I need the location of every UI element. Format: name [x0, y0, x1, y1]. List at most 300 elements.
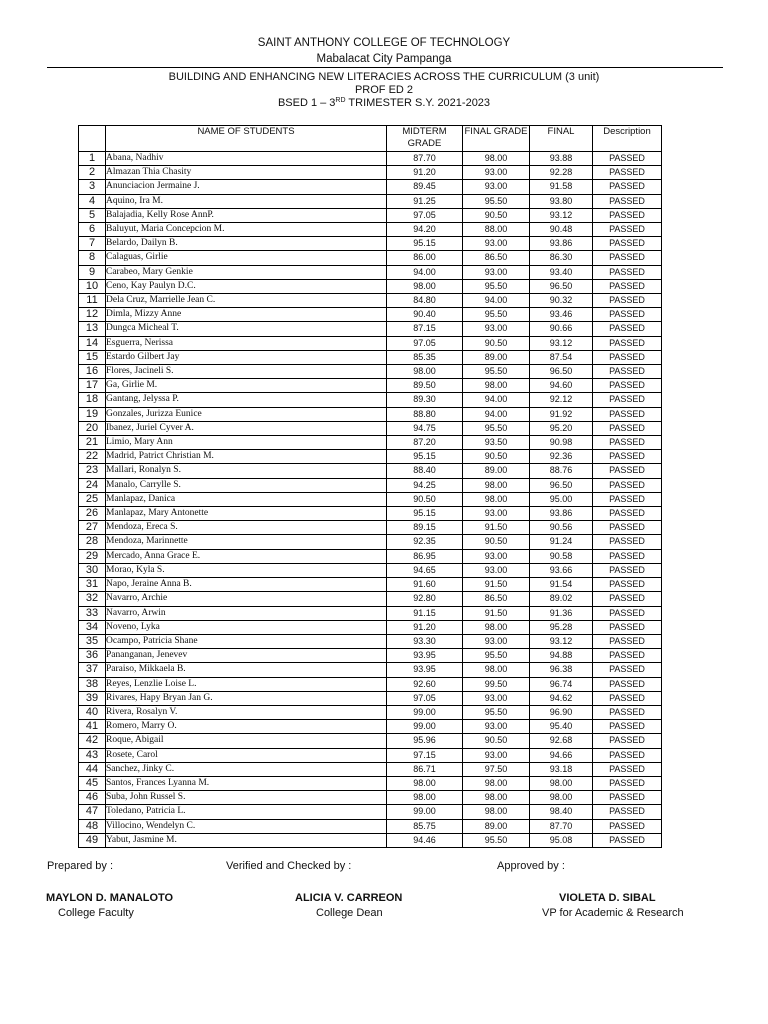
student-name: Balajadia, Kelly Rose AnnP.	[106, 208, 387, 222]
student-name: Suba, John Russel S.	[106, 791, 387, 805]
description: PASSED	[593, 549, 662, 563]
row-number: 4	[79, 194, 106, 208]
final-grade: 90.98	[530, 436, 593, 450]
student-name: Dela Cruz, Marrielle Jean C.	[106, 294, 387, 308]
final-term-grade: 98.00	[463, 620, 530, 634]
description: PASSED	[593, 223, 662, 237]
prepared-by-title: College Faculty	[58, 907, 134, 919]
student-name: Mendoza, Marinnette	[106, 535, 387, 549]
row-number: 10	[79, 279, 106, 293]
table-row	[79, 776, 662, 790]
description: PASSED	[593, 634, 662, 648]
final-term-grade: 98.00	[463, 478, 530, 492]
midterm-grade: 94.75	[387, 421, 463, 435]
midterm-grade: 90.50	[387, 492, 463, 506]
midterm-grade: 99.00	[387, 805, 463, 819]
student-name: Ibanez, Juriel Cyver A.	[106, 421, 387, 435]
final-grade: 90.32	[530, 294, 593, 308]
description: PASSED	[593, 762, 662, 776]
midterm-grade: 97.15	[387, 748, 463, 762]
final-grade: 89.02	[530, 592, 593, 606]
description: PASSED	[593, 592, 662, 606]
midterm-grade: 91.20	[387, 166, 463, 180]
final-grade: 90.66	[530, 322, 593, 336]
student-name: Rosete, Carol	[106, 748, 387, 762]
term-prefix: BSED 1 – 3	[277, 97, 336, 109]
description: PASSED	[593, 776, 662, 790]
final-grade: 93.18	[530, 762, 593, 776]
final-grade: 95.00	[530, 492, 593, 506]
row-number: 13	[79, 322, 106, 336]
final-grade: 95.28	[530, 620, 593, 634]
midterm-grade: 93.30	[387, 634, 463, 648]
final-grade: 96.38	[530, 663, 593, 677]
midterm-grade: 84.80	[387, 294, 463, 308]
description: PASSED	[593, 407, 662, 421]
final-term-grade: 90.50	[463, 734, 530, 748]
table-row	[79, 734, 662, 748]
midterm-grade: 86.71	[387, 762, 463, 776]
final-grade: 92.12	[530, 393, 593, 407]
final-grade: 92.28	[530, 166, 593, 180]
midterm-grade: 88.40	[387, 464, 463, 478]
description: PASSED	[593, 180, 662, 194]
table-row	[79, 152, 662, 166]
term-superscript: RD	[335, 97, 346, 104]
final-grade: 96.50	[530, 279, 593, 293]
table-row	[79, 606, 662, 620]
midterm-grade: 92.60	[387, 677, 463, 691]
midterm-grade: 98.00	[387, 365, 463, 379]
student-name: Sanchez, Jinky C.	[106, 762, 387, 776]
student-name: Romero, Marry O.	[106, 720, 387, 734]
midterm-grade: 95.15	[387, 237, 463, 251]
midterm-grade: 87.70	[387, 152, 463, 166]
final-grade: 94.88	[530, 649, 593, 663]
table-row	[79, 521, 662, 535]
description: PASSED	[593, 748, 662, 762]
row-number: 7	[79, 237, 106, 251]
description: PASSED	[593, 322, 662, 336]
student-name: Anunciacion Jermaine J.	[106, 180, 387, 194]
table-row	[79, 421, 662, 435]
final-term-grade: 89.00	[463, 464, 530, 478]
description: PASSED	[593, 805, 662, 819]
row-number: 19	[79, 407, 106, 421]
description: PASSED	[593, 578, 662, 592]
description: PASSED	[593, 478, 662, 492]
final-grade: 95.20	[530, 421, 593, 435]
approved-by-title: VP for Academic & Research	[542, 907, 684, 919]
course-title: BUILDING AND ENHANCING NEW LITERACIES ACROSS THE CURRICULUM (3 unit)	[168, 71, 600, 83]
table-row	[79, 407, 662, 421]
table-row	[79, 294, 662, 308]
student-name: Dungca Micheal T.	[106, 322, 387, 336]
row-number: 15	[79, 350, 106, 364]
final-grade: 98.00	[530, 791, 593, 805]
final-term-grade: 98.00	[463, 791, 530, 805]
final-grade: 98.00	[530, 776, 593, 790]
midterm-grade: 89.45	[387, 180, 463, 194]
student-name: Navarro, Archie	[106, 592, 387, 606]
table-row	[79, 592, 662, 606]
student-name: Madrid, Patrict Christian M.	[106, 450, 387, 464]
row-number: 8	[79, 251, 106, 265]
student-name: Yabut, Jasmine M.	[106, 833, 387, 847]
final-term-grade: 95.50	[463, 421, 530, 435]
student-name: Calaguas, Girlie	[106, 251, 387, 265]
row-number: 28	[79, 535, 106, 549]
row-number: 36	[79, 649, 106, 663]
description: PASSED	[593, 649, 662, 663]
description: PASSED	[593, 663, 662, 677]
description: PASSED	[593, 265, 662, 279]
table-row	[79, 492, 662, 506]
final-term-grade: 89.00	[463, 819, 530, 833]
row-number: 27	[79, 521, 106, 535]
table-row	[79, 748, 662, 762]
midterm-grade: 94.46	[387, 833, 463, 847]
description: PASSED	[593, 535, 662, 549]
final-grade: 91.36	[530, 606, 593, 620]
final-grade: 87.70	[530, 819, 593, 833]
final-term-grade: 93.00	[463, 507, 530, 521]
final-term-grade: 94.00	[463, 294, 530, 308]
midterm-grade: 99.00	[387, 705, 463, 719]
final-term-grade: 93.00	[463, 265, 530, 279]
final-term-grade: 95.50	[463, 365, 530, 379]
row-number: 16	[79, 365, 106, 379]
midterm-grade: 98.00	[387, 791, 463, 805]
table-row	[79, 677, 662, 691]
table-row	[79, 705, 662, 719]
header-divider	[47, 67, 723, 68]
col-header-final: FINAL	[530, 126, 593, 152]
col-header-description: Description	[593, 126, 662, 152]
col-header-number	[79, 126, 106, 152]
final-term-grade: 93.50	[463, 436, 530, 450]
subject-code: PROF ED 2	[354, 84, 414, 96]
final-term-grade: 98.00	[463, 663, 530, 677]
student-name: Morao, Kyla S.	[106, 563, 387, 577]
student-name: Mendoza, Ereca S.	[106, 521, 387, 535]
table-row	[79, 308, 662, 322]
col-header-midterm: MIDTERM GRADE	[387, 126, 463, 152]
row-number: 37	[79, 663, 106, 677]
row-number: 1	[79, 152, 106, 166]
final-grade: 93.66	[530, 563, 593, 577]
table-row	[79, 223, 662, 237]
table-row	[79, 265, 662, 279]
final-term-grade: 90.50	[463, 208, 530, 222]
table-row	[79, 663, 662, 677]
description: PASSED	[593, 521, 662, 535]
table-row	[79, 194, 662, 208]
table-row	[79, 436, 662, 450]
final-term-grade: 98.00	[463, 492, 530, 506]
midterm-grade: 94.00	[387, 265, 463, 279]
midterm-grade: 94.65	[387, 563, 463, 577]
row-number: 46	[79, 791, 106, 805]
final-term-grade: 86.50	[463, 592, 530, 606]
table-row	[79, 464, 662, 478]
row-number: 45	[79, 776, 106, 790]
term-line	[0, 97, 768, 109]
student-name: Toledano, Patricia L.	[106, 805, 387, 819]
description: PASSED	[593, 450, 662, 464]
student-name: Esguerra, Nerissa	[106, 336, 387, 350]
midterm-grade: 86.95	[387, 549, 463, 563]
final-grade: 93.86	[530, 507, 593, 521]
midterm-grade: 91.25	[387, 194, 463, 208]
midterm-grade: 89.50	[387, 379, 463, 393]
description: PASSED	[593, 436, 662, 450]
row-number: 44	[79, 762, 106, 776]
midterm-grade: 98.00	[387, 776, 463, 790]
table-row	[79, 208, 662, 222]
row-number: 41	[79, 720, 106, 734]
verified-by-name: ALICIA V. CARREON	[295, 892, 403, 904]
col-header-final-grade: FINAL GRADE	[463, 126, 530, 152]
final-grade: 93.88	[530, 152, 593, 166]
description: PASSED	[593, 237, 662, 251]
table-row	[79, 180, 662, 194]
midterm-grade: 86.00	[387, 251, 463, 265]
description: PASSED	[593, 152, 662, 166]
final-term-grade: 93.00	[463, 237, 530, 251]
table-row	[79, 578, 662, 592]
final-grade: 93.86	[530, 237, 593, 251]
table-row	[79, 478, 662, 492]
midterm-grade: 89.15	[387, 521, 463, 535]
final-grade: 94.62	[530, 691, 593, 705]
student-name: Villocino, Wendelyn C.	[106, 819, 387, 833]
final-term-grade: 99.50	[463, 677, 530, 691]
final-grade: 95.40	[530, 720, 593, 734]
prepared-by-label: Prepared by :	[47, 860, 114, 872]
row-number: 14	[79, 336, 106, 350]
final-grade: 93.12	[530, 336, 593, 350]
final-term-grade: 98.00	[463, 152, 530, 166]
student-name: Mercado, Anna Grace E.	[106, 549, 387, 563]
student-name: Ceno, Kay Paulyn D.C.	[106, 279, 387, 293]
final-term-grade: 93.00	[463, 322, 530, 336]
final-term-grade: 95.50	[463, 705, 530, 719]
description: PASSED	[593, 379, 662, 393]
final-grade: 90.58	[530, 549, 593, 563]
verified-by-title: College Dean	[316, 907, 383, 919]
midterm-grade: 98.00	[387, 279, 463, 293]
row-number: 48	[79, 819, 106, 833]
student-name: Dimla, Mizzy Anne	[106, 308, 387, 322]
term-suffix: TRIMESTER S.Y. 2021-2023	[345, 97, 491, 109]
school-name: SAINT ANTHONY COLLEGE OF TECHNOLOGY	[257, 37, 511, 49]
description: PASSED	[593, 677, 662, 691]
row-number: 12	[79, 308, 106, 322]
final-grade: 87.54	[530, 350, 593, 364]
description: PASSED	[593, 194, 662, 208]
row-number: 18	[79, 393, 106, 407]
description: PASSED	[593, 791, 662, 805]
row-number: 5	[79, 208, 106, 222]
final-grade: 91.92	[530, 407, 593, 421]
row-number: 24	[79, 478, 106, 492]
student-name: Manalo, Carrylle S.	[106, 478, 387, 492]
student-name: Ocampo, Patricia Shane	[106, 634, 387, 648]
table-row	[79, 166, 662, 180]
row-number: 9	[79, 265, 106, 279]
row-number: 40	[79, 705, 106, 719]
student-name: Manlapaz, Danica	[106, 492, 387, 506]
table-row	[79, 819, 662, 833]
final-term-grade: 93.00	[463, 549, 530, 563]
final-grade: 96.50	[530, 478, 593, 492]
description: PASSED	[593, 720, 662, 734]
final-grade: 95.08	[530, 833, 593, 847]
student-name: Belardo, Dailyn B.	[106, 237, 387, 251]
description: PASSED	[593, 833, 662, 847]
midterm-grade: 97.05	[387, 208, 463, 222]
description: PASSED	[593, 734, 662, 748]
student-name: Santos, Frances Lyanna M.	[106, 776, 387, 790]
midterm-grade: 94.25	[387, 478, 463, 492]
final-term-grade: 93.00	[463, 720, 530, 734]
student-name: Manlapaz, Mary Antonette	[106, 507, 387, 521]
final-term-grade: 90.50	[463, 336, 530, 350]
final-grade: 90.56	[530, 521, 593, 535]
description: PASSED	[593, 294, 662, 308]
table-row	[79, 563, 662, 577]
midterm-grade: 95.15	[387, 507, 463, 521]
final-grade: 88.76	[530, 464, 593, 478]
row-number: 47	[79, 805, 106, 819]
row-number: 33	[79, 606, 106, 620]
row-number: 11	[79, 294, 106, 308]
student-name: Reyes, Lenzlie Loise L.	[106, 677, 387, 691]
row-number: 29	[79, 549, 106, 563]
table-row	[79, 322, 662, 336]
midterm-grade: 89.30	[387, 393, 463, 407]
midterm-grade: 87.20	[387, 436, 463, 450]
description: PASSED	[593, 308, 662, 322]
student-name: Baluyut, Maria Concepcion M.	[106, 223, 387, 237]
student-name: Rivares, Hapy Bryan Jan G.	[106, 691, 387, 705]
final-grade: 91.54	[530, 578, 593, 592]
final-grade: 94.66	[530, 748, 593, 762]
row-number: 20	[79, 421, 106, 435]
final-term-grade: 90.50	[463, 535, 530, 549]
description: PASSED	[593, 208, 662, 222]
midterm-grade: 87.15	[387, 322, 463, 336]
table-row	[79, 450, 662, 464]
student-name: Estardo Gilbert Jay	[106, 350, 387, 364]
description: PASSED	[593, 606, 662, 620]
final-term-grade: 95.50	[463, 833, 530, 847]
prepared-by-name: MAYLON D. MANALOTO	[46, 892, 174, 904]
description: PASSED	[593, 819, 662, 833]
description: PASSED	[593, 691, 662, 705]
table-row	[79, 251, 662, 265]
final-term-grade: 95.50	[463, 194, 530, 208]
row-number: 43	[79, 748, 106, 762]
table-row	[79, 691, 662, 705]
table-row	[79, 720, 662, 734]
final-grade: 93.46	[530, 308, 593, 322]
row-number: 35	[79, 634, 106, 648]
description: PASSED	[593, 507, 662, 521]
row-number: 25	[79, 492, 106, 506]
final-grade: 86.30	[530, 251, 593, 265]
row-number: 31	[79, 578, 106, 592]
table-row	[79, 507, 662, 521]
midterm-grade: 88.80	[387, 407, 463, 421]
midterm-grade: 97.05	[387, 691, 463, 705]
final-grade: 93.40	[530, 265, 593, 279]
table-row	[79, 379, 662, 393]
row-number: 22	[79, 450, 106, 464]
final-term-grade: 93.00	[463, 634, 530, 648]
midterm-grade: 99.00	[387, 720, 463, 734]
row-number: 3	[79, 180, 106, 194]
row-number: 30	[79, 563, 106, 577]
student-name: Rivera, Rosalyn V.	[106, 705, 387, 719]
table-row	[79, 237, 662, 251]
midterm-grade: 91.15	[387, 606, 463, 620]
grades-table	[78, 125, 662, 848]
approved-by-label: Approved by :	[497, 860, 565, 872]
final-grade: 90.48	[530, 223, 593, 237]
final-term-grade: 98.00	[463, 776, 530, 790]
midterm-grade: 91.60	[387, 578, 463, 592]
student-name: Flores, Jacineli S.	[106, 365, 387, 379]
table-row	[79, 336, 662, 350]
midterm-grade: 93.95	[387, 663, 463, 677]
description: PASSED	[593, 563, 662, 577]
final-grade: 92.68	[530, 734, 593, 748]
final-grade: 96.50	[530, 365, 593, 379]
final-grade: 93.80	[530, 194, 593, 208]
midterm-grade: 85.35	[387, 350, 463, 364]
col-header-name: NAME OF STUDENTS	[106, 126, 387, 152]
final-term-grade: 93.00	[463, 563, 530, 577]
student-name: Ga, Girlie M.	[106, 379, 387, 393]
final-term-grade: 89.00	[463, 350, 530, 364]
final-grade: 94.60	[530, 379, 593, 393]
midterm-grade: 95.15	[387, 450, 463, 464]
table-row	[79, 620, 662, 634]
description: PASSED	[593, 393, 662, 407]
midterm-grade: 85.75	[387, 819, 463, 833]
student-name: Carabeo, Mary Genkie	[106, 265, 387, 279]
final-term-grade: 94.00	[463, 407, 530, 421]
description: PASSED	[593, 166, 662, 180]
row-number: 21	[79, 436, 106, 450]
table-row	[79, 549, 662, 563]
final-grade: 91.58	[530, 180, 593, 194]
final-term-grade: 93.00	[463, 691, 530, 705]
midterm-grade: 97.05	[387, 336, 463, 350]
description: PASSED	[593, 251, 662, 265]
final-term-grade: 93.00	[463, 166, 530, 180]
student-name: Aquino, Ira M.	[106, 194, 387, 208]
description: PASSED	[593, 620, 662, 634]
row-number: 49	[79, 833, 106, 847]
student-name: Mallari, Ronalyn S.	[106, 464, 387, 478]
midterm-grade: 92.35	[387, 535, 463, 549]
midterm-grade: 95.96	[387, 734, 463, 748]
verified-by-label: Verified and Checked by :	[226, 860, 352, 872]
table-row	[79, 833, 662, 847]
